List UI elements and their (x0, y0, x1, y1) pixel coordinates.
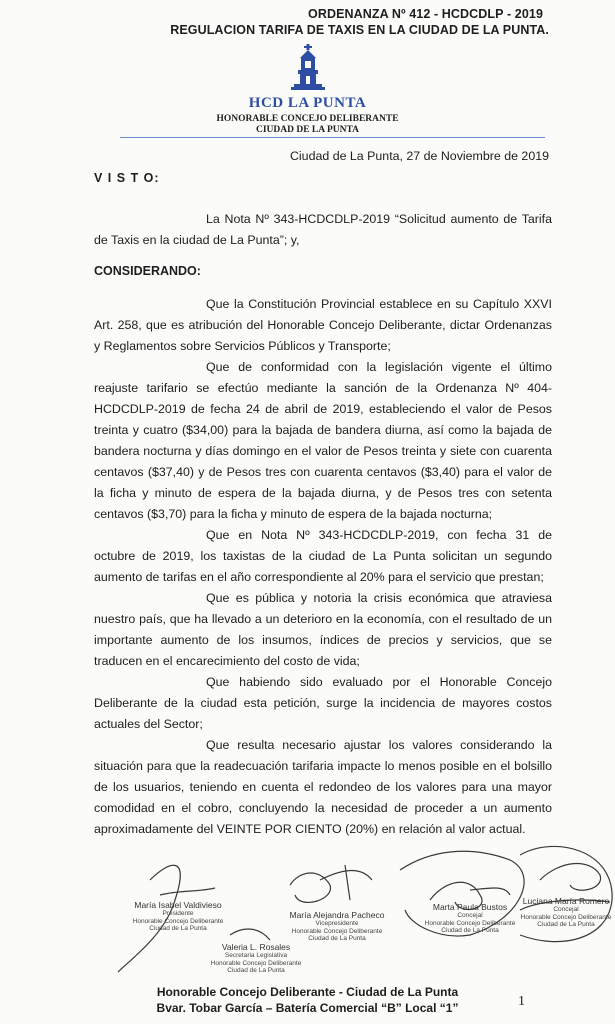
signer-city: Ciudad de La Punta (149, 925, 207, 932)
signer-role: Vicepresidente (315, 920, 359, 927)
footer-address: Bvar. Tobar García – Batería Comercial “B” Local “1” (156, 1001, 459, 1015)
signature-councillor-1 (420, 902, 520, 935)
header-divider (120, 137, 545, 138)
considerando-paragraph-4: Que es pública y notoria la crisis económica que atraviesa nuestro país, que ha llevado a un deterioro en la economía, con el resultado de un importante aumento de los insumos, índices de precios y servicios, que se traducen en el encarecimiento del costo de vida; (94, 591, 552, 668)
considerando-paragraph-2: Que de conformidad con la legislación vigente el último reajuste tarifario se efectúo mediante la sanción de la Ordenanza Nº 404-HCDCDLP-2019 de fecha 24 de abril de 2019, estableciendo el valor de Pesos treinta y cuatro ($34,00) para la bajada de bandera diurna, así como la bajada de bandera nocturna y días domingo en el valor de Pesos treinta y siete con cuarenta centavos ($37,40) y de Pesos tres con cuarenta centavos ($3,40) para el valor de la ficha y minuto de espera de la bajada diurna, y de Pesos tres con setenta centavos ($3,70) para la ficha y minuto de espera de la bajada nocturna; (94, 360, 552, 521)
signer-name: Valeria L. Rosales (221, 942, 291, 952)
considerando-paragraph-6: Que resulta necesario ajustar los valores considerando la situación para que la readecuación tarifaria impacte lo menos posible en el bolsillo de los usuarios, teniendo en cuenta el redondeo de los valores para una mayor comodidad en el cobro, concluyendo la necesidad de proceder a un aumento aproximadamente del VEINTE POR CIENTO (20%) en relación al valor actual. (94, 738, 552, 836)
signer-name: María Alejandra Pacheco (289, 910, 385, 920)
signer-institution: Honorable Concejo Deliberante (424, 919, 516, 927)
date-line: Ciudad de La Punta, 27 de Noviembre de 2019 (289, 149, 549, 163)
logo-subtitle-1: HONORABLE CONCEJO DELIBERANTE (216, 114, 399, 124)
signer-name: Luciana María Romero (522, 896, 610, 906)
considerando-paragraph-1: Que la Constitución Provincial establece en su Capítulo XXVI Art. 258, que es atribución del Honorable Concejo Deliberante, dictar Ordenanzas y Reglamentos sobre Servicios Públicos y Transporte; (94, 297, 552, 353)
signer-name: María Isabel Valdivieso (134, 900, 222, 910)
signer-role: Concejal (553, 906, 579, 913)
page-number: 1 (518, 994, 525, 1009)
signer-city: Ciudad de La Punta (441, 927, 499, 934)
ordinance-title: REGULACION TARIFA DE TAXIS EN LA CIUDAD DE LA PUNTA. (170, 23, 549, 37)
signer-city: Ciudad de La Punta (227, 967, 285, 974)
signer-institution: Honorable Concejo Deliberante (291, 927, 383, 935)
ordinance-number: ORDENANZA Nº 412 - HCDCDLP - 2019 (308, 7, 543, 21)
signer-name: Marta Paula Bustos (432, 902, 508, 912)
signature-vicepresident (272, 910, 402, 943)
signature-president (118, 900, 238, 933)
signer-institution: Honorable Concejo Deliberante (132, 917, 224, 925)
signature-councillor-2 (520, 896, 612, 929)
visto-heading: V I S T O: (94, 171, 160, 185)
considerando-paragraph-3: Que en Nota Nº 343-HCDCDLP-2019, con fecha 31 de octubre de 2019, los taxistas de la ciudad de La Punta solicitan un segundo aumento de tarifas en el año correspondiente al 20% para el servicio que prestan; (94, 528, 552, 584)
footer-institution: Honorable Concejo Deliberante - Ciudad de La Punta (156, 985, 459, 999)
signer-institution: Honorable Concejo Deliberante (520, 913, 612, 921)
considerando-body (94, 294, 552, 840)
signer-city: Ciudad de La Punta (537, 921, 595, 928)
logo-block (0, 44, 615, 136)
logo-title: HCD LA PUNTA (248, 95, 367, 111)
considerando-heading: CONSIDERANDO: (94, 264, 201, 278)
signer-role: Presidente (162, 910, 194, 917)
signer-role: Secretaria Legislativa (224, 952, 288, 959)
signer-institution: Honorable Concejo Deliberante (210, 959, 302, 967)
signature-secretary (196, 942, 316, 975)
visto-paragraph: La Nota Nº 343-HCDCDLP-2019 “Solicitud aumento de Tarifa de Taxis en la ciudad de La Punta”; y, (94, 212, 552, 247)
logo-subtitle-2: CIUDAD DE LA PUNTA (255, 125, 359, 135)
church-tower-logo-icon (291, 44, 325, 90)
signer-role: Concejal (457, 912, 483, 919)
signer-city: Ciudad de La Punta (308, 935, 366, 942)
considerando-paragraph-5: Que habiendo sido evaluado por el Honorable Concejo Deliberante de la ciudad esta petición, surge la incidencia de mayores costos actuales del Sector; (94, 675, 552, 731)
